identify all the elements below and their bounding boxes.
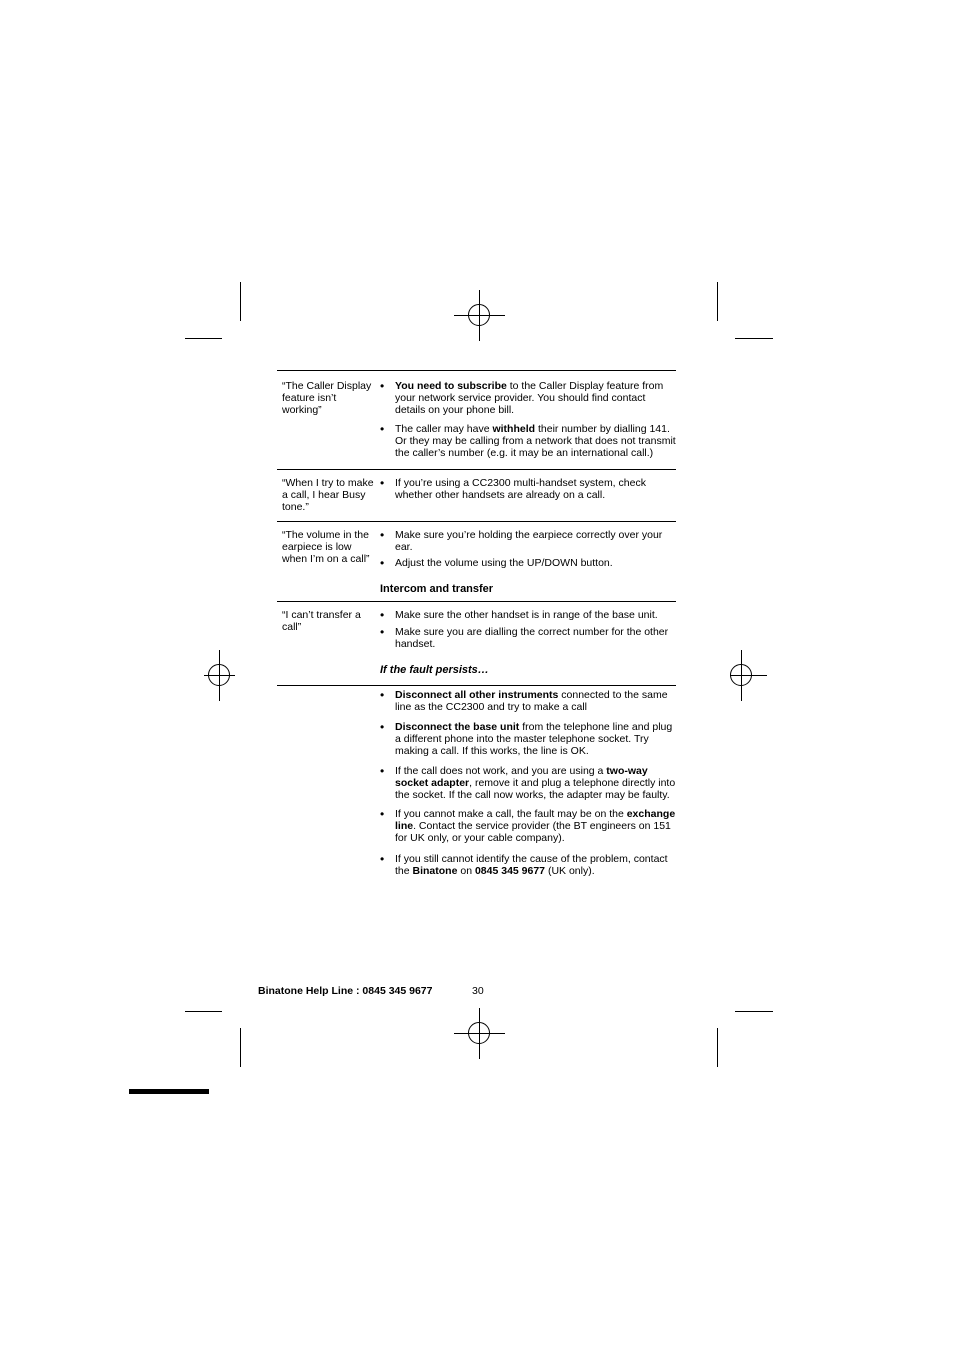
bullet-icon: •	[380, 476, 385, 490]
bullet-icon: •	[380, 764, 385, 778]
solution-dial-number: Make sure you are dialling the correct number for the other handset.	[395, 626, 669, 650]
table-rule	[277, 601, 676, 602]
solution-disconnect-base: Disconnect the base unit from the telephone line and plug a different phone into the master telephone socket. Try making a call. If this works, the line is OK.	[395, 721, 673, 757]
footer-helpline: Binatone Help Line : 0845 345 9677	[258, 985, 433, 997]
crop-mark-top-right-horizontal	[735, 338, 773, 339]
problem-low-volume: “The volume in the earpiece is low when I’m on a call”	[282, 529, 370, 565]
solution-earpiece: Make sure you’re holding the earpiece correctly over your ear.	[395, 529, 663, 553]
bullet-icon: •	[380, 422, 385, 436]
table-rule	[277, 521, 676, 522]
crop-mark-top-right-vertical	[717, 282, 718, 321]
solution-withheld: The caller may have withheld their number by dialling 141. Or they may be calling from a network that does not transmit the caller’s number (e.g. it may be an international call.)	[395, 423, 676, 459]
bullet-icon: •	[380, 807, 385, 821]
registration-mark-bottom	[454, 1008, 505, 1059]
solution-range: Make sure the other handset is in range of the base unit.	[395, 609, 658, 621]
solution-subscribe: You need to subscribe to the Caller Display feature from your network service provider. You should find contact details on your phone bill.	[395, 380, 664, 416]
heading-intercom-transfer: Intercom and transfer	[380, 583, 494, 595]
crop-mark-bottom-right-vertical	[717, 1028, 718, 1067]
registration-mark-right	[716, 650, 767, 701]
crop-mark-top-left-vertical	[240, 282, 241, 321]
bullet-icon: •	[380, 528, 385, 542]
solution-multi-handset: If you’re using a CC2300 multi-handset system, check whether other handsets are already on a call.	[395, 477, 646, 501]
crop-mark-bottom-right-horizontal	[735, 1011, 773, 1012]
registration-mark-top	[454, 290, 505, 341]
table-rule	[277, 685, 676, 686]
solution-contact-binatone: If you still cannot identify the cause of the problem, contact the Binatone on 0845 345 9677 (UK only).	[395, 853, 668, 877]
solution-socket-adapter: If the call does not work, and you are using a two-way socket adapter, remove it and plug a telephone directly into the socket. If the call now works, the adapter may be faulty.	[395, 765, 676, 801]
problem-busy-tone: “When I try to make a call, I hear Busy tone.”	[282, 477, 374, 513]
table-rule	[277, 469, 676, 470]
solution-volume-button: Adjust the volume using the UP/DOWN button.	[395, 557, 613, 569]
heading-fault-persists: If the fault persists…	[380, 664, 489, 676]
page-number: 30	[472, 985, 484, 997]
table-rule	[277, 370, 676, 371]
color-bar	[129, 1089, 209, 1094]
bullet-icon: •	[380, 625, 385, 639]
problem-caller-display: “The Caller Display feature isn’t working”	[282, 380, 372, 416]
bullet-icon: •	[380, 556, 385, 570]
registration-mark-left	[204, 650, 255, 701]
crop-mark-bottom-left-horizontal	[185, 1011, 222, 1012]
bullet-icon: •	[380, 852, 385, 866]
problem-transfer: “I can’t transfer a call”	[282, 609, 361, 633]
crop-mark-top-left-horizontal	[185, 338, 222, 339]
bullet-icon: •	[380, 608, 385, 622]
solution-exchange-line: If you cannot make a call, the fault may be on the exchange line. Contact the service provider (the BT engineers on 151 for UK only, or your cable company).	[395, 808, 676, 844]
bullet-icon: •	[380, 379, 385, 393]
bullet-icon: •	[380, 688, 385, 702]
solution-disconnect-instruments: Disconnect all other instruments connected to the same line as the CC2300 and try to make a call	[395, 689, 668, 713]
bullet-icon: •	[380, 720, 385, 734]
crop-mark-bottom-left-vertical	[240, 1028, 241, 1067]
